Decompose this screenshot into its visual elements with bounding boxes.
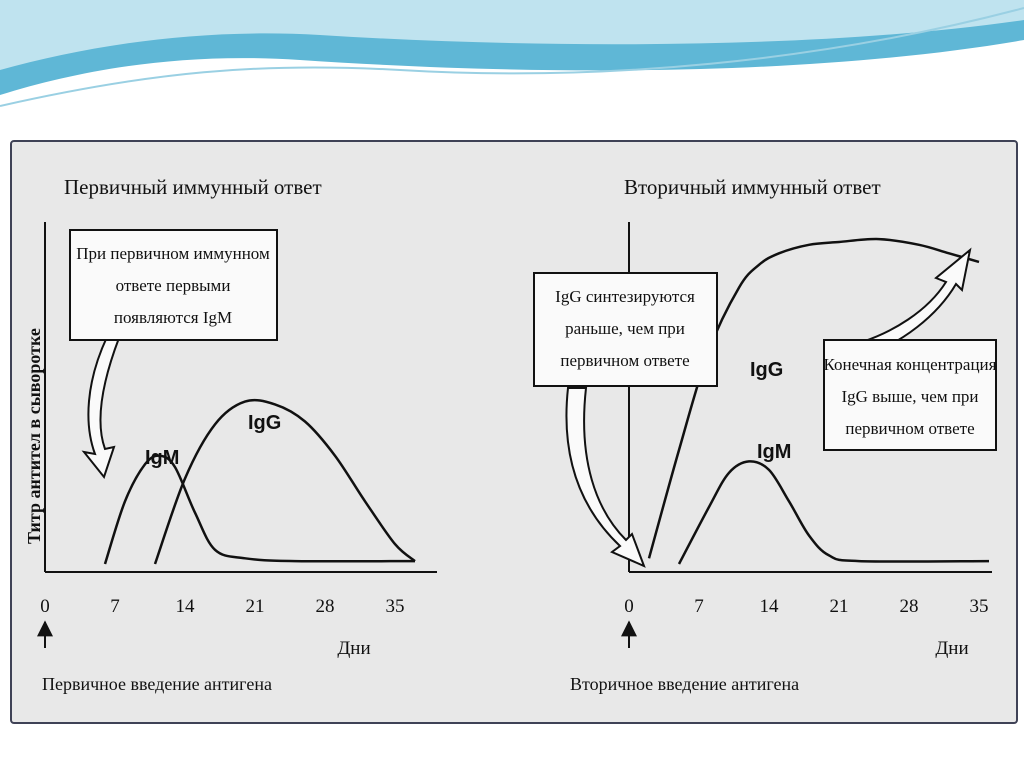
secondary-callout2-line: IgG выше, чем при: [841, 387, 979, 406]
secondary-x-tick: 14: [759, 596, 779, 617]
secondary-callout1-line: IgG синтезируются: [555, 287, 695, 306]
secondary-callout1-line: раньше, чем при: [565, 319, 685, 338]
primary-x-tick: 21: [245, 596, 265, 617]
primary-igg-label: IgG: [248, 412, 282, 434]
secondary-response-panel: [534, 175, 997, 694]
secondary-x-ticks: [624, 596, 988, 617]
secondary-title: Вторичный иммунный ответ: [624, 175, 881, 199]
secondary-igm-label: IgM: [757, 441, 792, 463]
primary-x-tick: 7: [110, 596, 120, 617]
primary-igm-label: IgM: [145, 447, 180, 469]
primary-callout-arrow: [84, 337, 119, 477]
secondary-x-tick: 35: [969, 596, 989, 617]
immune-response-figure: [10, 140, 1018, 724]
primary-igm-curve: [105, 456, 415, 564]
primary-x-tick: 14: [175, 596, 195, 617]
slide-header-decoration: [0, 0, 1024, 120]
primary-callout-line: ответе первыми: [115, 276, 231, 295]
primary-igg-curve: [155, 400, 415, 564]
primary-x-tick: 0: [40, 596, 50, 617]
primary-x-ticks: [40, 596, 404, 617]
secondary-callout2-arrow: [862, 250, 970, 352]
secondary-x-tick: 21: [829, 596, 849, 617]
secondary-x-tick: 0: [624, 596, 634, 617]
secondary-x-tick: 7: [694, 596, 704, 617]
primary-event-label: Первичное введение антигена: [42, 674, 272, 694]
primary-y-axis-label: Титр антител в сыворотке: [24, 328, 44, 544]
secondary-igm-curve: [679, 461, 989, 564]
secondary-callout1-arrow: [566, 388, 644, 566]
secondary-callout2-line: первичном ответе: [845, 419, 975, 438]
secondary-x-tick: 28: [899, 596, 919, 617]
primary-response-panel: [24, 175, 437, 694]
primary-x-tick: 28: [315, 596, 335, 617]
figure-canvas: [12, 142, 1016, 722]
secondary-x-axis-label: Дни: [935, 638, 969, 659]
primary-callout-line: появляются IgM: [113, 308, 233, 327]
primary-callout-line: При первичном иммунном: [76, 244, 270, 263]
secondary-event-label: Вторичное введение антигена: [570, 674, 800, 694]
primary-title: Первичный иммунный ответ: [64, 175, 322, 199]
secondary-callout2-line: Конечная концентрация: [823, 355, 997, 374]
primary-x-axis-label: Дни: [337, 638, 371, 659]
secondary-igg-label: IgG: [750, 359, 784, 381]
secondary-callout1-line: первичном ответе: [560, 351, 690, 370]
primary-x-tick: 35: [385, 596, 405, 617]
